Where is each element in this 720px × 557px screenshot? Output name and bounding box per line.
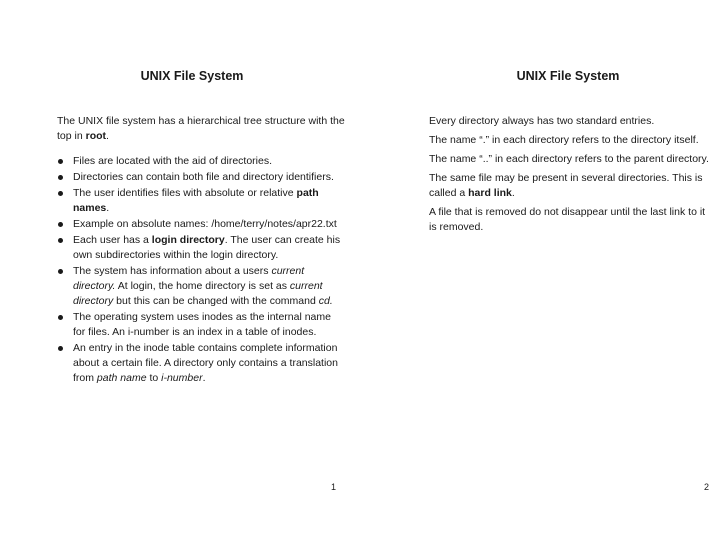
paragraph-dot-entry: The name “.” in each directory refers to the directory itself. xyxy=(429,134,699,146)
bullet-item: The operating system uses inodes as the internal name for files. An i-number is an index in a table of inodes. xyxy=(57,310,345,340)
bullet-item: The user identifies files with absolute or relative path names. xyxy=(57,186,345,216)
bullet-dot-icon xyxy=(58,191,63,196)
bullet-item: Directories can contain both file and directory identifiers. xyxy=(57,170,345,185)
bullet-dot-icon xyxy=(58,175,63,180)
bullet-dot-icon xyxy=(58,315,63,320)
slide-1-title: UNIX File System xyxy=(140,69,244,83)
paragraph-dotdot-entry: The name “..” in each directory refers to the parent directory. xyxy=(429,153,709,165)
bullet-item: The system has information about a users current directory. At login, the home directory is set as current directory but this can be changed with the command cd. xyxy=(57,264,345,309)
bullet-item: Example on absolute names: /home/terry/notes/apr22.txt xyxy=(57,217,345,232)
slide-2 xyxy=(429,0,711,557)
bullet-item: Each user has a login directory. The user can create his own subdirectories within the login directory. xyxy=(57,233,345,263)
bullet-item: An entry in the inode table contains complete information about a certain file. A directory only contains a translation from path name to i-number. xyxy=(57,341,345,386)
slide-1-intro xyxy=(57,114,345,144)
paragraph-hard-link: The same file may be present in several directories. This is called a hard link. xyxy=(429,172,703,199)
slide-1-bullet-list xyxy=(57,154,345,386)
intro-bold-root: root xyxy=(85,130,107,142)
slide-2-title: UNIX File System xyxy=(516,69,620,83)
intro-suffix: . xyxy=(106,130,109,142)
bullet-item: Files are located with the aid of directories. xyxy=(57,154,345,169)
bullet-dot-icon xyxy=(58,238,63,243)
bullet-dot-icon xyxy=(58,159,63,164)
bullet-dot-icon xyxy=(58,222,63,227)
slide-2-body xyxy=(429,114,711,239)
slide-1 xyxy=(57,0,345,557)
intro-text: The UNIX file system has a hierarchical tree structure with the top in xyxy=(57,115,345,142)
paragraph-removed-file: A file that is removed do not disappear until the last link to it is removed. xyxy=(429,206,706,233)
hard-link-bold: hard link xyxy=(468,187,512,199)
paragraph-standard-entries: Every directory always has two standard entries. xyxy=(429,115,655,127)
slide-1-body xyxy=(57,114,345,387)
bullet-dot-icon xyxy=(58,346,63,351)
page-number-2: 2 xyxy=(704,482,710,492)
page-number-1: 1 xyxy=(331,482,337,492)
bullet-dot-icon xyxy=(58,269,63,274)
